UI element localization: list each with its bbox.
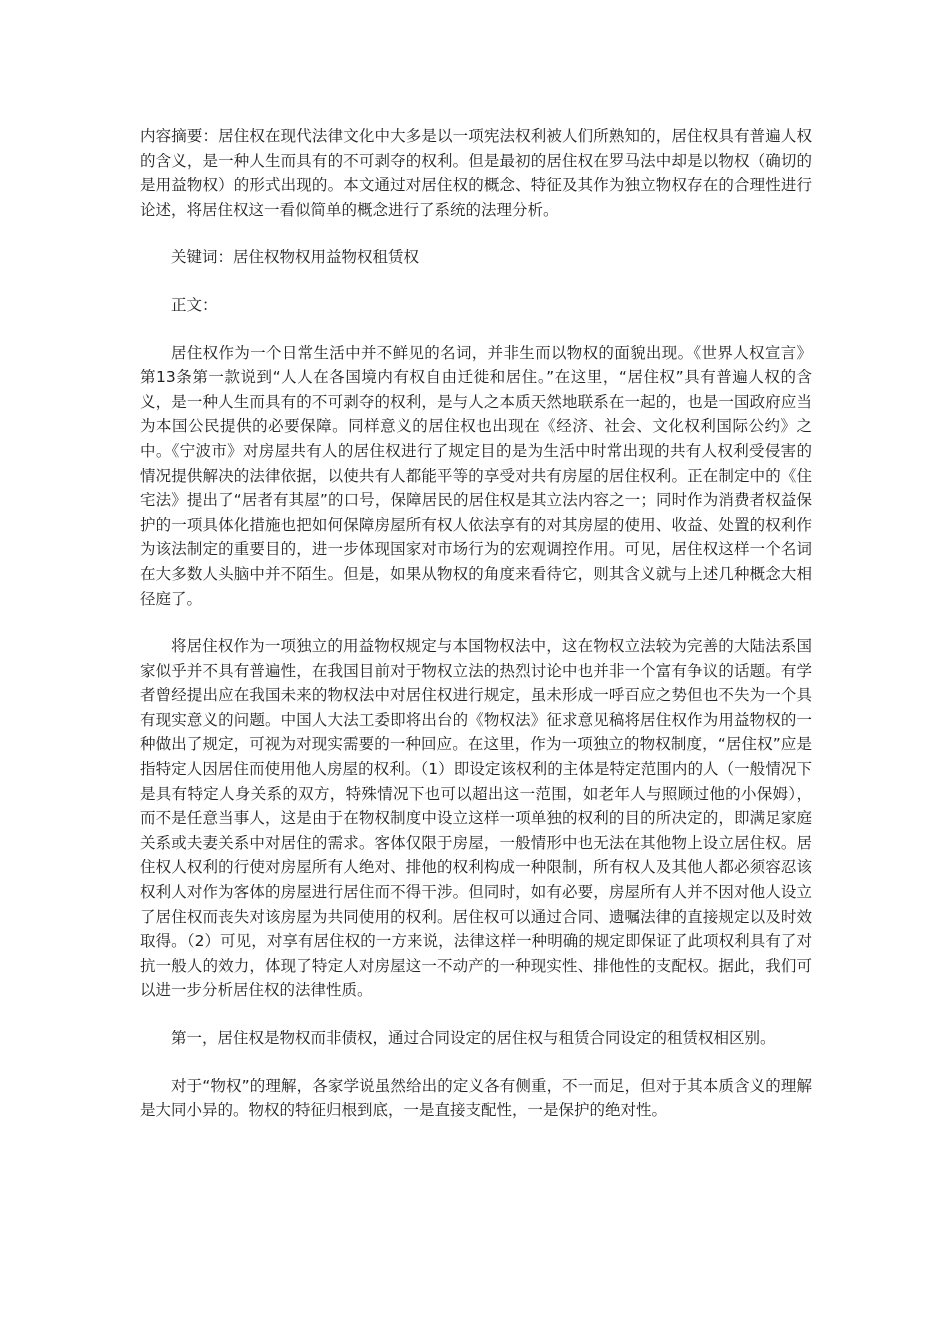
keywords-paragraph: 关键词：居住权物权用益物权租赁权	[171, 248, 420, 267]
document-page	[140, 124, 812, 1123]
abstract-paragraph: 内容摘要：居住权在现代法律文化中大多是以一项宪法权利被人们所熟知的，居住权具有普遍人权的含义，是一种人生而具有的不可剥夺的权利。但是最初的居住权在罗马法中却是以物权（确切的是用益物权）的形式出现的。本文通过对居住权的概念、特征及其作为独立物权存在的合理性进行论述，将居住权这一看似简单的概念进行了系统的法理分析。	[140, 127, 812, 219]
body-paragraph-4: 对于“物权”的理解，各家学说虽然给出的定义各有侧重，不一而足，但对于其本质含义的理解是大同小异的。物权的特征归根到底，一是直接支配性，一是保护的绝对性。	[140, 1076, 812, 1120]
body-paragraph-3: 第一，居住权是物权而非债权，通过合同设定的居住权与租赁合同设定的租赁权相区别。	[171, 1029, 776, 1047]
body-paragraph-1: 居住权作为一个日常生活中并不鲜见的名词，并非生而以物权的面貌出现。《世界人权宣言》第13条第一款说到“人人在各国境内有权自由迁徙和居住。”在这里，“居住权”具有普遍人权的含义，是一种人生而具有的不可剥夺的权利，是与人之本质天然地联系在一起的，也是一国政府应当为本国公民提供的必要保障。同样意义的居住权也出现在《经济、社会、文化权利国际公约》之中。《宁波市》对房屋共有人的居住权进行了规定目的是为生活中时常出现的共有人权利受侵害的情况提供解决的法律依据，以使共有人都能平等的享受对共有房屋的居住权利。正在制定中的《住宅法》提出了“居者有其屋”的口号，保障居民的居住权是其立法内容之一；同时作为消费者权益保护的一项具体化措施也把如何保障房屋所有权人依法享有的对其房屋的使用、收益、处置的权利作为该法制定的重要目的，进一步体现国家对市场行为的宏观调控作用。可见，居住权这样一个名词在大多数人头脑中并不陌生。但是，如果从物权的角度来看待它，则其含义就与上述几种概念大相径庭了。	[140, 343, 812, 608]
body-label: 正文：	[171, 295, 218, 314]
body-paragraph-2: 将居住权作为一项独立的用益物权规定与本国物权法中，这在物权立法较为完善的大陆法系国家似乎并不具有普遍性，在我国目前对于物权立法的热烈讨论中也并非一个富有争议的话题。有学者曾经提出应在我国未来的物权法中对居住权进行规定，虽未形成一呼百应之势但也不失为一个具有现实意义的问题。中国人大法工委即将出台的《物权法》征求意见稿将居住权作为用益物权的一种做出了规定，可视为对现实需要的一种回应。在这里，作为一项独立的物权制度，“居住权”应是指特定人因居住而使用他人房屋的权利。（1）即设定该权利的主体是特定范围内的人（一般情况下是具有特定人身关系的双方，特殊情况下也可以超出这一范围，如老年人与照顾过他的小保姆），而不是任意当事人，这是由于在物权制度中设立这样一项单独的权利的目的所决定的，即满足家庭关系或夫妻关系中对居住的需求。客体仅限于房屋，一般情形中也无法在其他物上设立居住权。居住权人权利的行使对房屋所有人绝对、排他的权利构成一种限制，所有权人及其他人都必须容忍该权利人对作为客体的房屋进行居住而不得干涉。但同时，如有必要，房屋所有人并不因对他人设立了居住权而丧失对该房屋为共同使用的权利。居住权可以通过合同、遗嘱法律的直接规定以及时效取得。（2）可见，对享有居住权的一方来说，法律这样一种明确的规定即保证了此项权利具有了对抗一般人的效力，体现了特定人对房屋这一不动产的一种现实性、排他性的支配权。据此，我们可以进一步分析居住权的法律性质。	[140, 637, 812, 1000]
